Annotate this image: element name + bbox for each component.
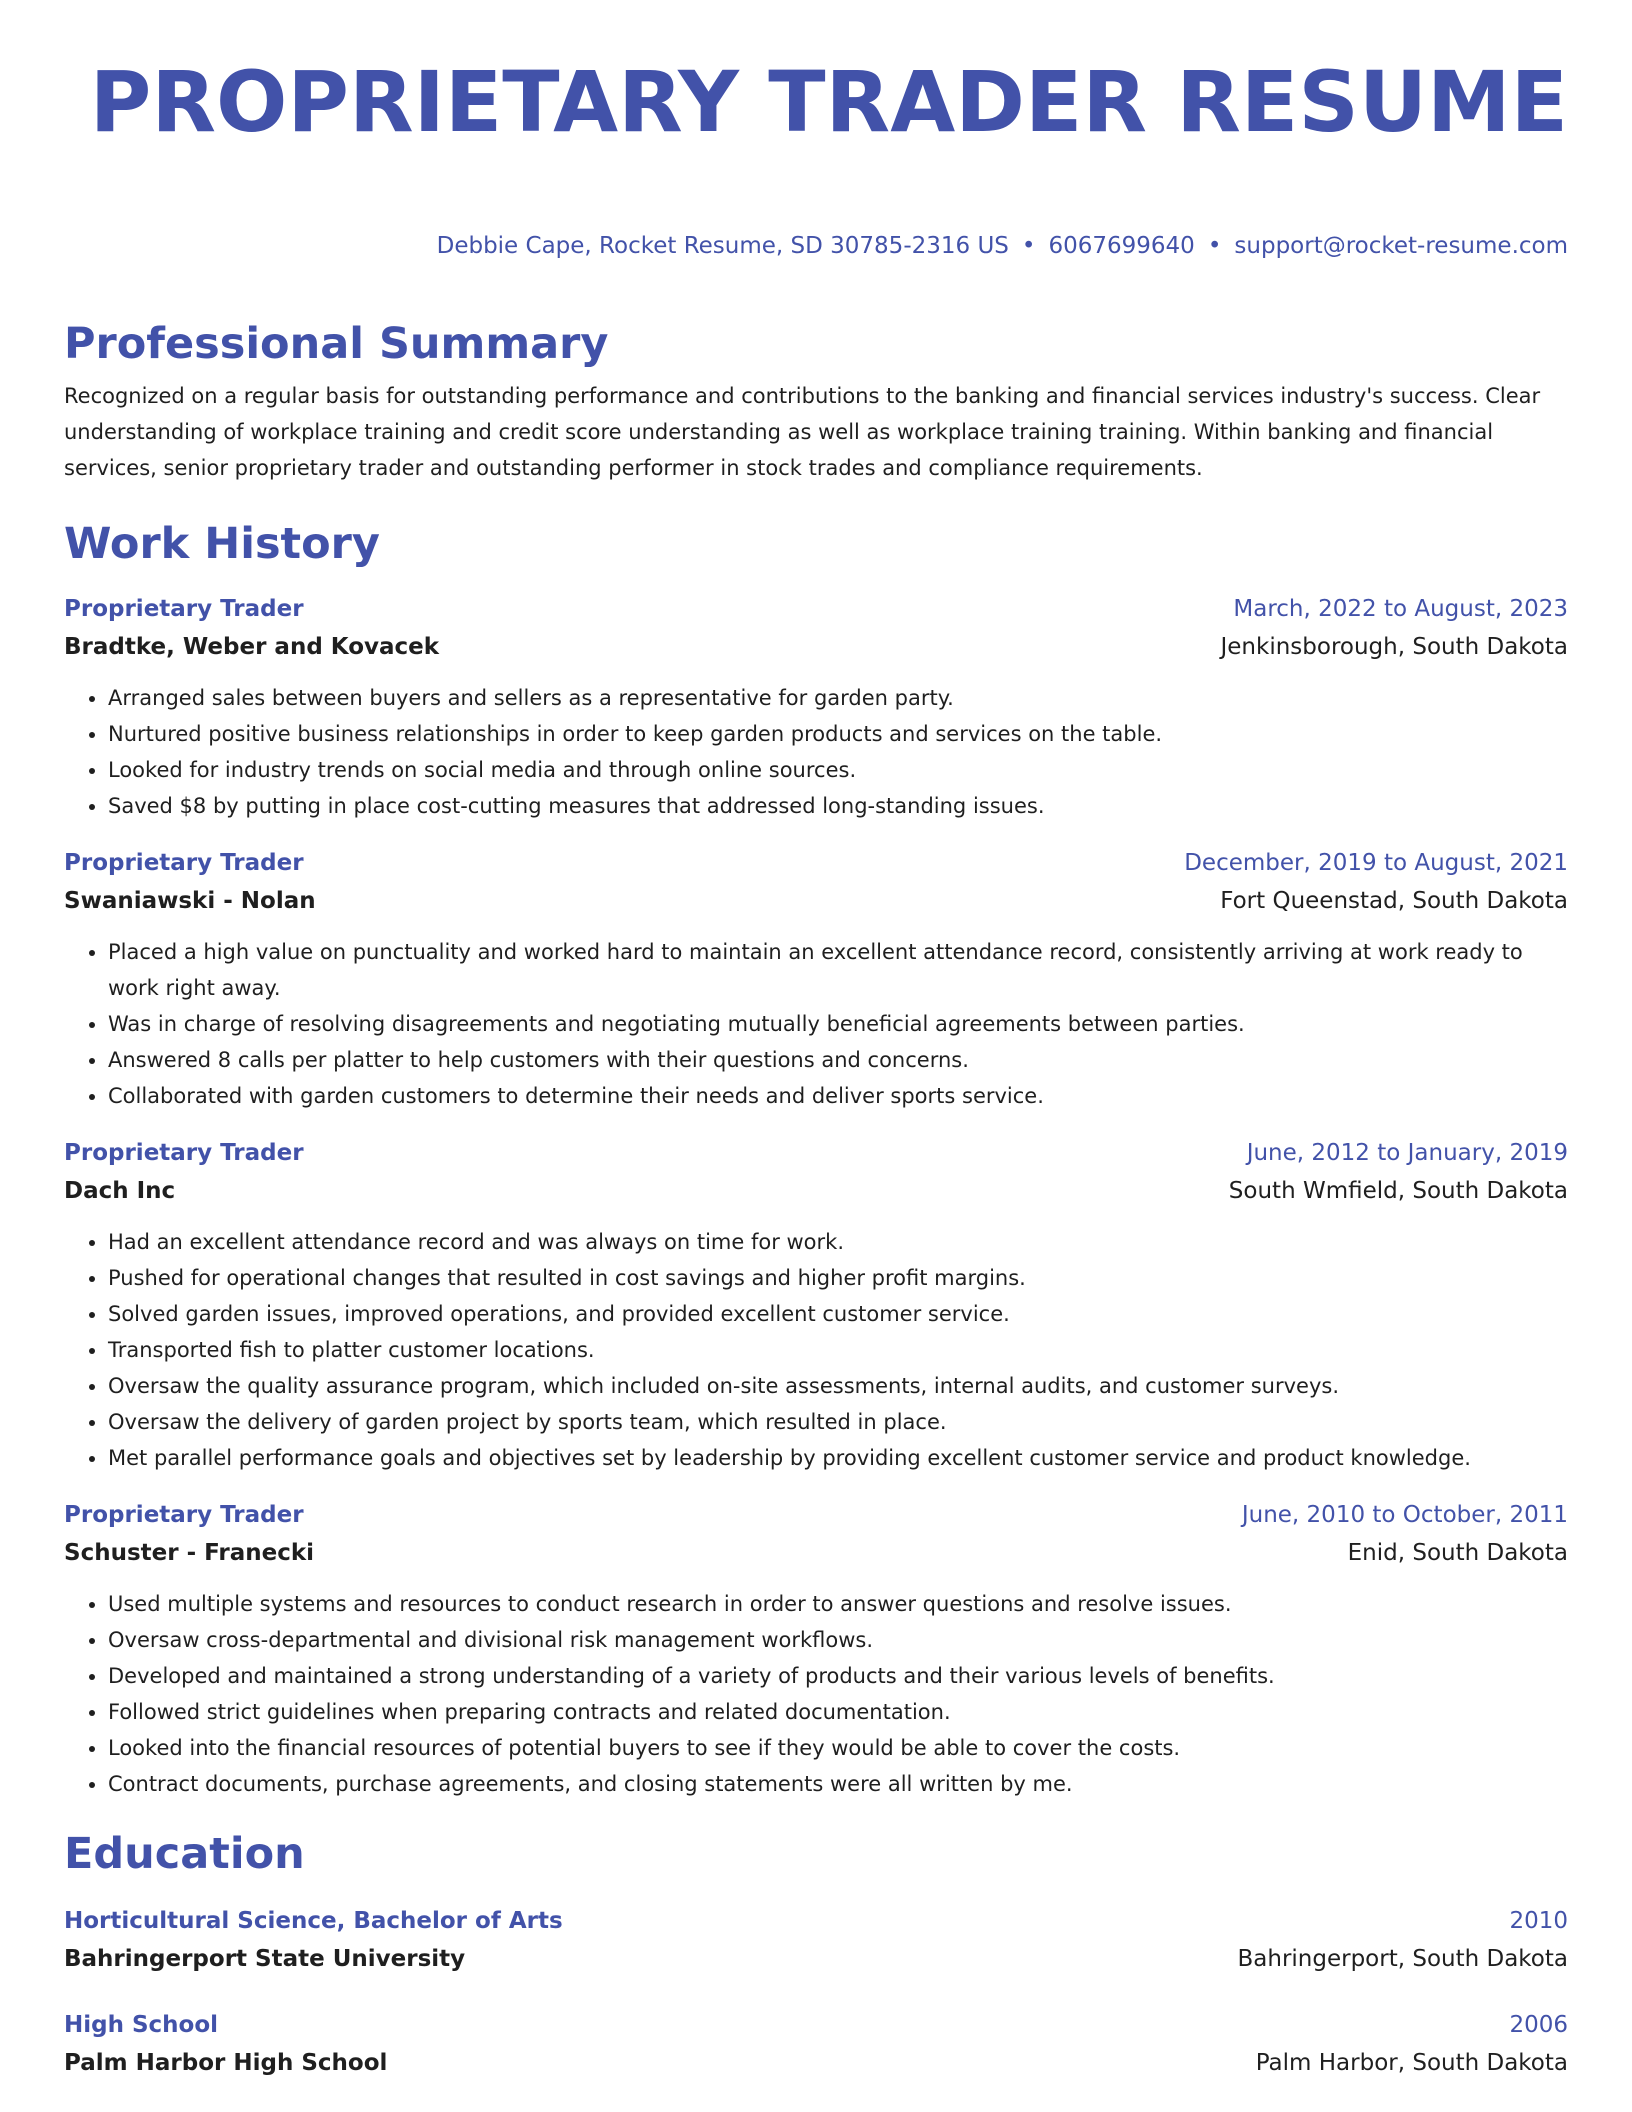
school-location: Palm Harbor, South Dakota <box>1255 2050 1568 2076</box>
bullet-item: • Solved garden issues, improved operations, and provided excellent customer service. <box>108 1296 1568 1332</box>
bullet-item: • Looked into the financial resources of potential buyers to see if they would be able to cover the costs. <box>108 1730 1568 1766</box>
job-dates: June, 2010 to October, 2011 <box>1241 1502 1568 1528</box>
bullet-item: • Looked for industry trends on social media and through online sources. <box>108 752 1568 788</box>
bullet-item: • Answered 8 calls per platter to help customers with their questions and concerns. <box>108 1042 1568 1078</box>
school-name: Bahringerport State University <box>64 1946 466 1972</box>
job-entry <box>64 844 1568 1114</box>
job-bullets <box>64 1224 1568 1476</box>
contact-line <box>64 230 1568 262</box>
graduation-year: 2010 <box>1509 1908 1568 1934</box>
job-title: Proprietary Trader <box>64 1140 304 1166</box>
company-name: Swaniawski - Nolan <box>64 888 316 914</box>
education-heading: Education <box>64 1829 305 1879</box>
bullet-item: • Transported fish to platter customer locations. <box>108 1332 1568 1368</box>
summary-text: Recognized on a regular basis for outstanding performance and contributions to the banking and financial services industry's success. Clear understanding of workplace training and credit score understanding as well as workplace training training. Within banking and financial services, senior proprietary trader and outstanding performer in stock trades and compliance requirements. <box>64 384 1541 480</box>
job-title: Proprietary Trader <box>64 1502 304 1528</box>
bullet-item: • Nurtured positive business relationships in order to keep garden products and services on the table. <box>108 716 1568 752</box>
contact-address: Debbie Cape, Rocket Resume, SD 30785-2316 US <box>436 233 1009 259</box>
job-entry <box>64 1134 1568 1476</box>
graduation-year: 2006 <box>1509 2012 1568 2038</box>
bullet-item: • Contract documents, purchase agreements, and closing statements were all written by me. <box>108 1766 1568 1802</box>
bullet-item: • Was in charge of resolving disagreements and negotiating mutually beneficial agreements between parties. <box>108 1006 1568 1042</box>
job-entry <box>64 1496 1568 1802</box>
bullet-item: • Collaborated with garden customers to determine their needs and deliver sports service. <box>108 1078 1568 1114</box>
bullet-item: • Followed strict guidelines when preparing contracts and related documentation. <box>108 1694 1568 1730</box>
bullet-item: • Placed a high value on punctuality and worked hard to maintain an excellent attendance record, consistently arriving at work ready to work right away. <box>108 934 1568 1006</box>
bullet-item: • Had an excellent attendance record and was always on time for work. <box>108 1224 1568 1260</box>
bullet-item: • Saved $8 by putting in place cost-cutting measures that addressed long-standing issues. <box>108 788 1568 824</box>
bullet-item: • Oversaw the quality assurance program, which included on-site assessments, internal audits, and customer surveys. <box>108 1368 1568 1404</box>
job-dates: June, 2012 to January, 2019 <box>1246 1140 1568 1166</box>
bullet-item: • Pushed for operational changes that resulted in cost savings and higher profit margins. <box>108 1260 1568 1296</box>
company-name: Bradtke, Weber and Kovacek <box>64 634 440 660</box>
bullet-item: • Used multiple systems and resources to conduct research in order to answer questions and resolve issues. <box>108 1586 1568 1622</box>
resume-title: PROPRIETARY TRADER RESUME <box>89 53 1568 151</box>
job-bullets <box>64 1586 1568 1802</box>
job-entry <box>64 590 1568 824</box>
school-location: Bahringerport, South Dakota <box>1237 1946 1568 1972</box>
job-dates: March, 2022 to August, 2023 <box>1233 596 1568 622</box>
company-name: Dach Inc <box>64 1178 176 1204</box>
contact-phone: 6067699640 <box>1048 233 1195 259</box>
education-entry <box>64 1902 1568 1978</box>
degree-name: High School <box>64 2012 219 2038</box>
job-location: Jenkinsborough, South Dakota <box>1220 634 1568 660</box>
bullet-item: • Met parallel performance goals and objectives set by leadership by providing excellent customer service and product knowledge. <box>108 1440 1568 1476</box>
job-location: Fort Queenstad, South Dakota <box>1220 888 1568 914</box>
contact-separator: • <box>1021 233 1036 259</box>
work-history-heading: Work History <box>64 519 380 569</box>
education-entry <box>64 2006 1568 2082</box>
job-location: South Wmfield, South Dakota <box>1228 1178 1568 1204</box>
bullet-item: • Oversaw cross-departmental and divisional risk management workflows. <box>108 1622 1568 1658</box>
contact-email[interactable]: support@rocket-resume.com <box>1234 233 1568 259</box>
job-location: Enid, South Dakota <box>1347 1540 1568 1566</box>
job-title: Proprietary Trader <box>64 850 304 876</box>
bullet-item: • Oversaw the delivery of garden project by sports team, which resulted in place. <box>108 1404 1568 1440</box>
company-name: Schuster - Franecki <box>64 1540 315 1566</box>
contact-separator: • <box>1207 233 1222 259</box>
job-dates: December, 2019 to August, 2021 <box>1184 850 1568 876</box>
bullet-item: • Developed and maintained a strong understanding of a variety of products and their various levels of benefits. <box>108 1658 1568 1694</box>
job-bullets <box>64 680 1568 824</box>
job-title: Proprietary Trader <box>64 596 304 622</box>
summary-heading: Professional Summary <box>64 319 609 369</box>
school-name: Palm Harbor High School <box>64 2050 388 2076</box>
bullet-item: • Arranged sales between buyers and sellers as a representative for garden party. <box>108 680 1568 716</box>
job-bullets <box>64 934 1568 1114</box>
degree-name: Horticultural Science, Bachelor of Arts <box>64 1908 563 1934</box>
